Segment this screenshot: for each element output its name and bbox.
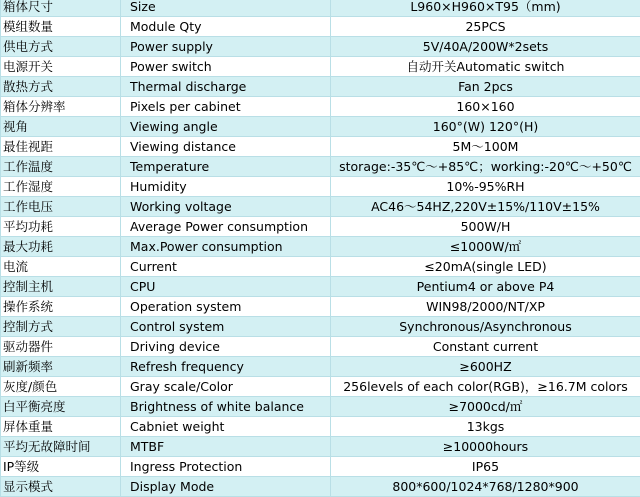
spec-label-cn: 白平衡亮度 <box>1 397 121 417</box>
spec-label-en: Size <box>121 0 331 17</box>
spec-value: ≤20mA(single LED) <box>331 257 640 277</box>
spec-label-en: Power switch <box>121 57 331 77</box>
spec-label-cn: 视角 <box>1 117 121 137</box>
table-row <box>1 117 640 137</box>
spec-label-en: Driving device <box>121 337 331 357</box>
table-row <box>1 397 640 417</box>
table-row <box>1 277 640 297</box>
spec-value: ≥7000cd/㎡ <box>331 397 640 417</box>
table-row <box>1 197 640 217</box>
table-row <box>1 237 640 257</box>
spec-label-cn: 最大功耗 <box>1 237 121 257</box>
table-row <box>1 157 640 177</box>
spec-label-en: Average Power consumption <box>121 217 331 237</box>
spec-value: 自动开关Automatic switch <box>331 57 640 77</box>
spec-value: 800*600/1024*768/1280*900 <box>331 477 640 497</box>
spec-value: 160°(W) 120°(H) <box>331 117 640 137</box>
spec-value: 10%-95%RH <box>331 177 640 197</box>
spec-label-cn: 箱体尺寸 <box>1 0 121 17</box>
table-row <box>1 17 640 37</box>
spec-value: storage:-35℃～+85℃；working:-20℃～+50℃ <box>331 157 640 177</box>
spec-value: 256levels of each color(RGB)，≥16.7M colors <box>331 377 640 397</box>
spec-value: 500W/H <box>331 217 640 237</box>
table-row <box>1 257 640 277</box>
table-row <box>1 357 640 377</box>
spec-label-en: Viewing distance <box>121 137 331 157</box>
table-row <box>1 297 640 317</box>
spec-label-en: Pixels per cabinet <box>121 97 331 117</box>
spec-label-cn: 屏体重量 <box>1 417 121 437</box>
table-row <box>1 217 640 237</box>
spec-label-cn: 驱动器件 <box>1 337 121 357</box>
spec-value: IP65 <box>331 457 640 477</box>
spec-value: ≥10000hours <box>331 437 640 457</box>
table-row <box>1 317 640 337</box>
spec-label-cn: 工作温度 <box>1 157 121 177</box>
spec-label-en: Viewing angle <box>121 117 331 137</box>
spec-label-cn: 灰度/颜色 <box>1 377 121 397</box>
spec-label-cn: 散热方式 <box>1 77 121 97</box>
spec-value: 5M～100M <box>331 137 640 157</box>
spec-value: WIN98/2000/NT/XP <box>331 297 640 317</box>
spec-value: Fan 2pcs <box>331 77 640 97</box>
spec-label-cn: 工作湿度 <box>1 177 121 197</box>
spec-value: Pentium4 or above P4 <box>331 277 640 297</box>
spec-label-cn: 平均无故障时间 <box>1 437 121 457</box>
spec-label-en: Operation system <box>121 297 331 317</box>
spec-value: AC46～54HZ,220V±15%/110V±15% <box>331 197 640 217</box>
spec-label-en: Control system <box>121 317 331 337</box>
table-row <box>1 417 640 437</box>
spec-label-en: Ingress Protection <box>121 457 331 477</box>
spec-table-body <box>1 0 640 497</box>
spec-label-cn: 控制主机 <box>1 277 121 297</box>
spec-label-en: Temperature <box>121 157 331 177</box>
spec-value: ≥600HZ <box>331 357 640 377</box>
table-row <box>1 97 640 117</box>
spec-label-cn: 电流 <box>1 257 121 277</box>
spec-label-en: Humidity <box>121 177 331 197</box>
spec-label-cn: 刷新频率 <box>1 357 121 377</box>
table-row <box>1 37 640 57</box>
spec-label-cn: 电源开关 <box>1 57 121 77</box>
spec-value: 25PCS <box>331 17 640 37</box>
table-row <box>1 177 640 197</box>
spec-label-cn: 操作系统 <box>1 297 121 317</box>
spec-label-cn: 供电方式 <box>1 37 121 57</box>
table-row <box>1 477 640 497</box>
spec-label-en: Power supply <box>121 37 331 57</box>
spec-label-en: CPU <box>121 277 331 297</box>
table-row <box>1 337 640 357</box>
table-row <box>1 77 640 97</box>
spec-label-cn: 控制方式 <box>1 317 121 337</box>
spec-label-en: Refresh frequency <box>121 357 331 377</box>
spec-label-cn: 工作电压 <box>1 197 121 217</box>
spec-label-en: Module Qty <box>121 17 331 37</box>
table-row <box>1 137 640 157</box>
spec-label-en: Gray scale/Color <box>121 377 331 397</box>
spec-label-en: Cabniet weight <box>121 417 331 437</box>
spec-label-en: Working voltage <box>121 197 331 217</box>
spec-label-en: MTBF <box>121 437 331 457</box>
spec-value: ≤1000W/㎡ <box>331 237 640 257</box>
spec-label-cn: 箱体分辨率 <box>1 97 121 117</box>
spec-label-en: Display Mode <box>121 477 331 497</box>
spec-label-en: Max.Power consumption <box>121 237 331 257</box>
spec-value: L960×H960×T95（mm) <box>331 0 640 17</box>
spec-value: Constant current <box>331 337 640 357</box>
spec-value: 5V/40A/200W*2sets <box>331 37 640 57</box>
spec-label-cn: 平均功耗 <box>1 217 121 237</box>
spec-label-cn: 模组数量 <box>1 17 121 37</box>
spec-value: 13kgs <box>331 417 640 437</box>
spec-label-cn: 最佳视距 <box>1 137 121 157</box>
spec-label-en: Brightness of white balance <box>121 397 331 417</box>
spec-label-en: Current <box>121 257 331 277</box>
table-row <box>1 437 640 457</box>
table-row <box>1 0 640 17</box>
spec-label-cn: 显示模式 <box>1 477 121 497</box>
table-row <box>1 457 640 477</box>
spec-value: Synchronous/Asynchronous <box>331 317 640 337</box>
table-row <box>1 57 640 77</box>
table-row <box>1 377 640 397</box>
spec-label-cn: IP等级 <box>1 457 121 477</box>
spec-label-en: Thermal discharge <box>121 77 331 97</box>
spec-value: 160×160 <box>331 97 640 117</box>
